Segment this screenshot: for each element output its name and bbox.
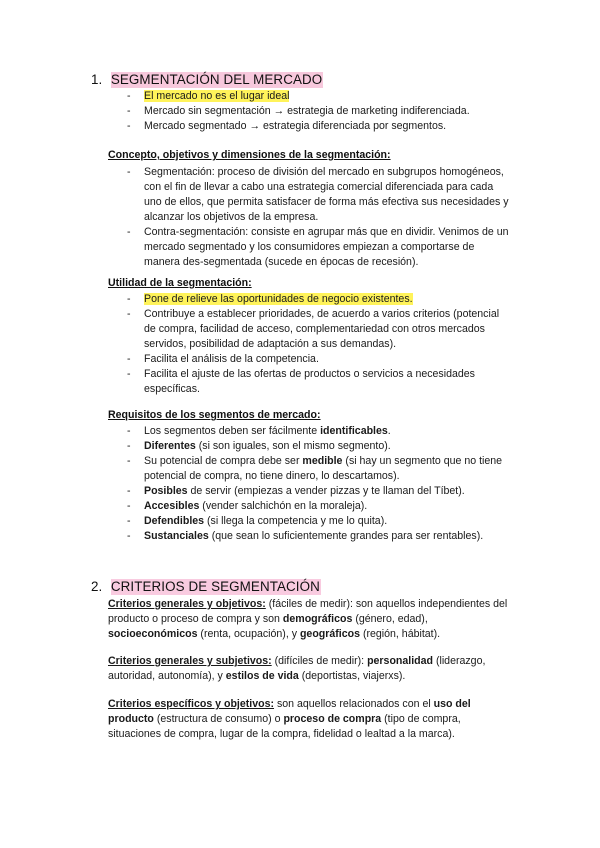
list-item: - Posibles de servir (empiezas a vender pizzas y te llaman del Tíbet). [127,485,465,497]
section-1-title: SEGMENTACIÓN DEL MERCADO [110,72,323,87]
list-item-continuation: alcanzar los objetivos de la empresa. [144,211,319,223]
list-item: - Defendibles (si llega la competencia y me lo quita). [127,515,388,527]
list-item: - Su potencial de compra debe ser medible (si hay un segmento que no tiene [127,455,503,467]
section-2-title: CRITERIOS DE SEGMENTACIÓN [110,579,320,594]
criterios-generales-objetivos: Criterios generales y objetivos: (fáciles de medir): son aquellos independientes del producto o proceso de compra y son demográficos (género, edad), socioeconómicos (renta, ocupación), y geográficos (región, hábitat). [108,598,508,641]
requisitos-list [0,424,502,544]
section-2-heading [91,579,321,594]
list-item: - Pone de relieve las oportunidades de negocio existentes. [127,293,413,305]
list-item-continuation: mercado segmentado y los consumidores empiezan a comportarse de [144,241,475,253]
list-item: - Sustanciales (que sean lo suficientemente grandes para ser rentables). [127,530,484,542]
list-item-continuation: potencial de compra, no tiene dinero, lo descartamos). [144,470,400,482]
list-item: - Contra-segmentación: consiste en agrupar más que en dividir. Venimos de un [127,226,509,238]
concepto-list [0,165,509,270]
list-item-continuation: con el fin de llevar a cabo una estrategia comercial diferenciada para cada [144,181,494,193]
list-item: - Los segmentos deben ser fácilmente identificables. [127,425,391,437]
list-item: - Mercado sin segmentación → estrategia de marketing indiferenciada. [127,105,470,117]
section-1-intro-list [0,89,470,134]
list-item: - Accesibles (vender salchichón en la moraleja). [127,500,368,512]
list-item-continuation: específicas. [144,383,200,395]
list-item-continuation: servidos, posibilidad de adaptación a sus demandas). [144,338,397,350]
section-2-number: 2. [91,579,103,594]
list-item: - Facilita el análisis de la competencia. [127,353,319,365]
list-item-continuation: manera des-segmentada (sucede en épocas de recesión). [144,256,419,268]
requisitos-heading: Requisitos de los segmentos de mercado: [108,409,321,421]
list-item: - Segmentación: proceso de división del mercado en subgrupos homogéneos, [127,166,504,178]
utilidad-heading: Utilidad de la segmentación: [108,277,252,289]
list-item: - Diferentes (si son iguales, son el mismo segmento). [127,440,391,452]
utilidad-list [0,292,499,397]
list-item: - Mercado segmentado → estrategia diferenciada por segmentos. [127,120,447,132]
section-1-heading [91,72,323,87]
criterios-especificos-objetivos: Criterios específicos y objetivos: son aquellos relacionados con el uso del producto (estructura de consumo) o proceso de compra (tipo de compra, situaciones de compra, lugar de la compra, fidelidad o lealtad a la marca). [108,698,471,741]
list-item-continuation: uno de ellos, que permita satisfacer de forma más efectiva sus necesidades y [144,196,509,208]
concepto-heading: Concepto, objetivos y dimensiones de la segmentación: [108,149,391,161]
criterios-generales-subjetivos: Criterios generales y subjetivos: (difíciles de medir): personalidad (liderazgo, autoridad, autonomía), y estilos de vida (deportistas, viajerxs). [108,655,486,683]
list-item: - El mercado no es el lugar ideal [127,90,290,102]
list-item: - Facilita el ajuste de las ofertas de productos o servicios a necesidades [127,368,475,380]
list-item: - Contribuye a establecer prioridades, de acuerdo a varios criterios (potencial [127,308,500,320]
section-1-number: 1. [91,72,103,87]
list-item-continuation: de compra, facilidad de acceso, complementariedad con otros mercados [144,323,485,335]
